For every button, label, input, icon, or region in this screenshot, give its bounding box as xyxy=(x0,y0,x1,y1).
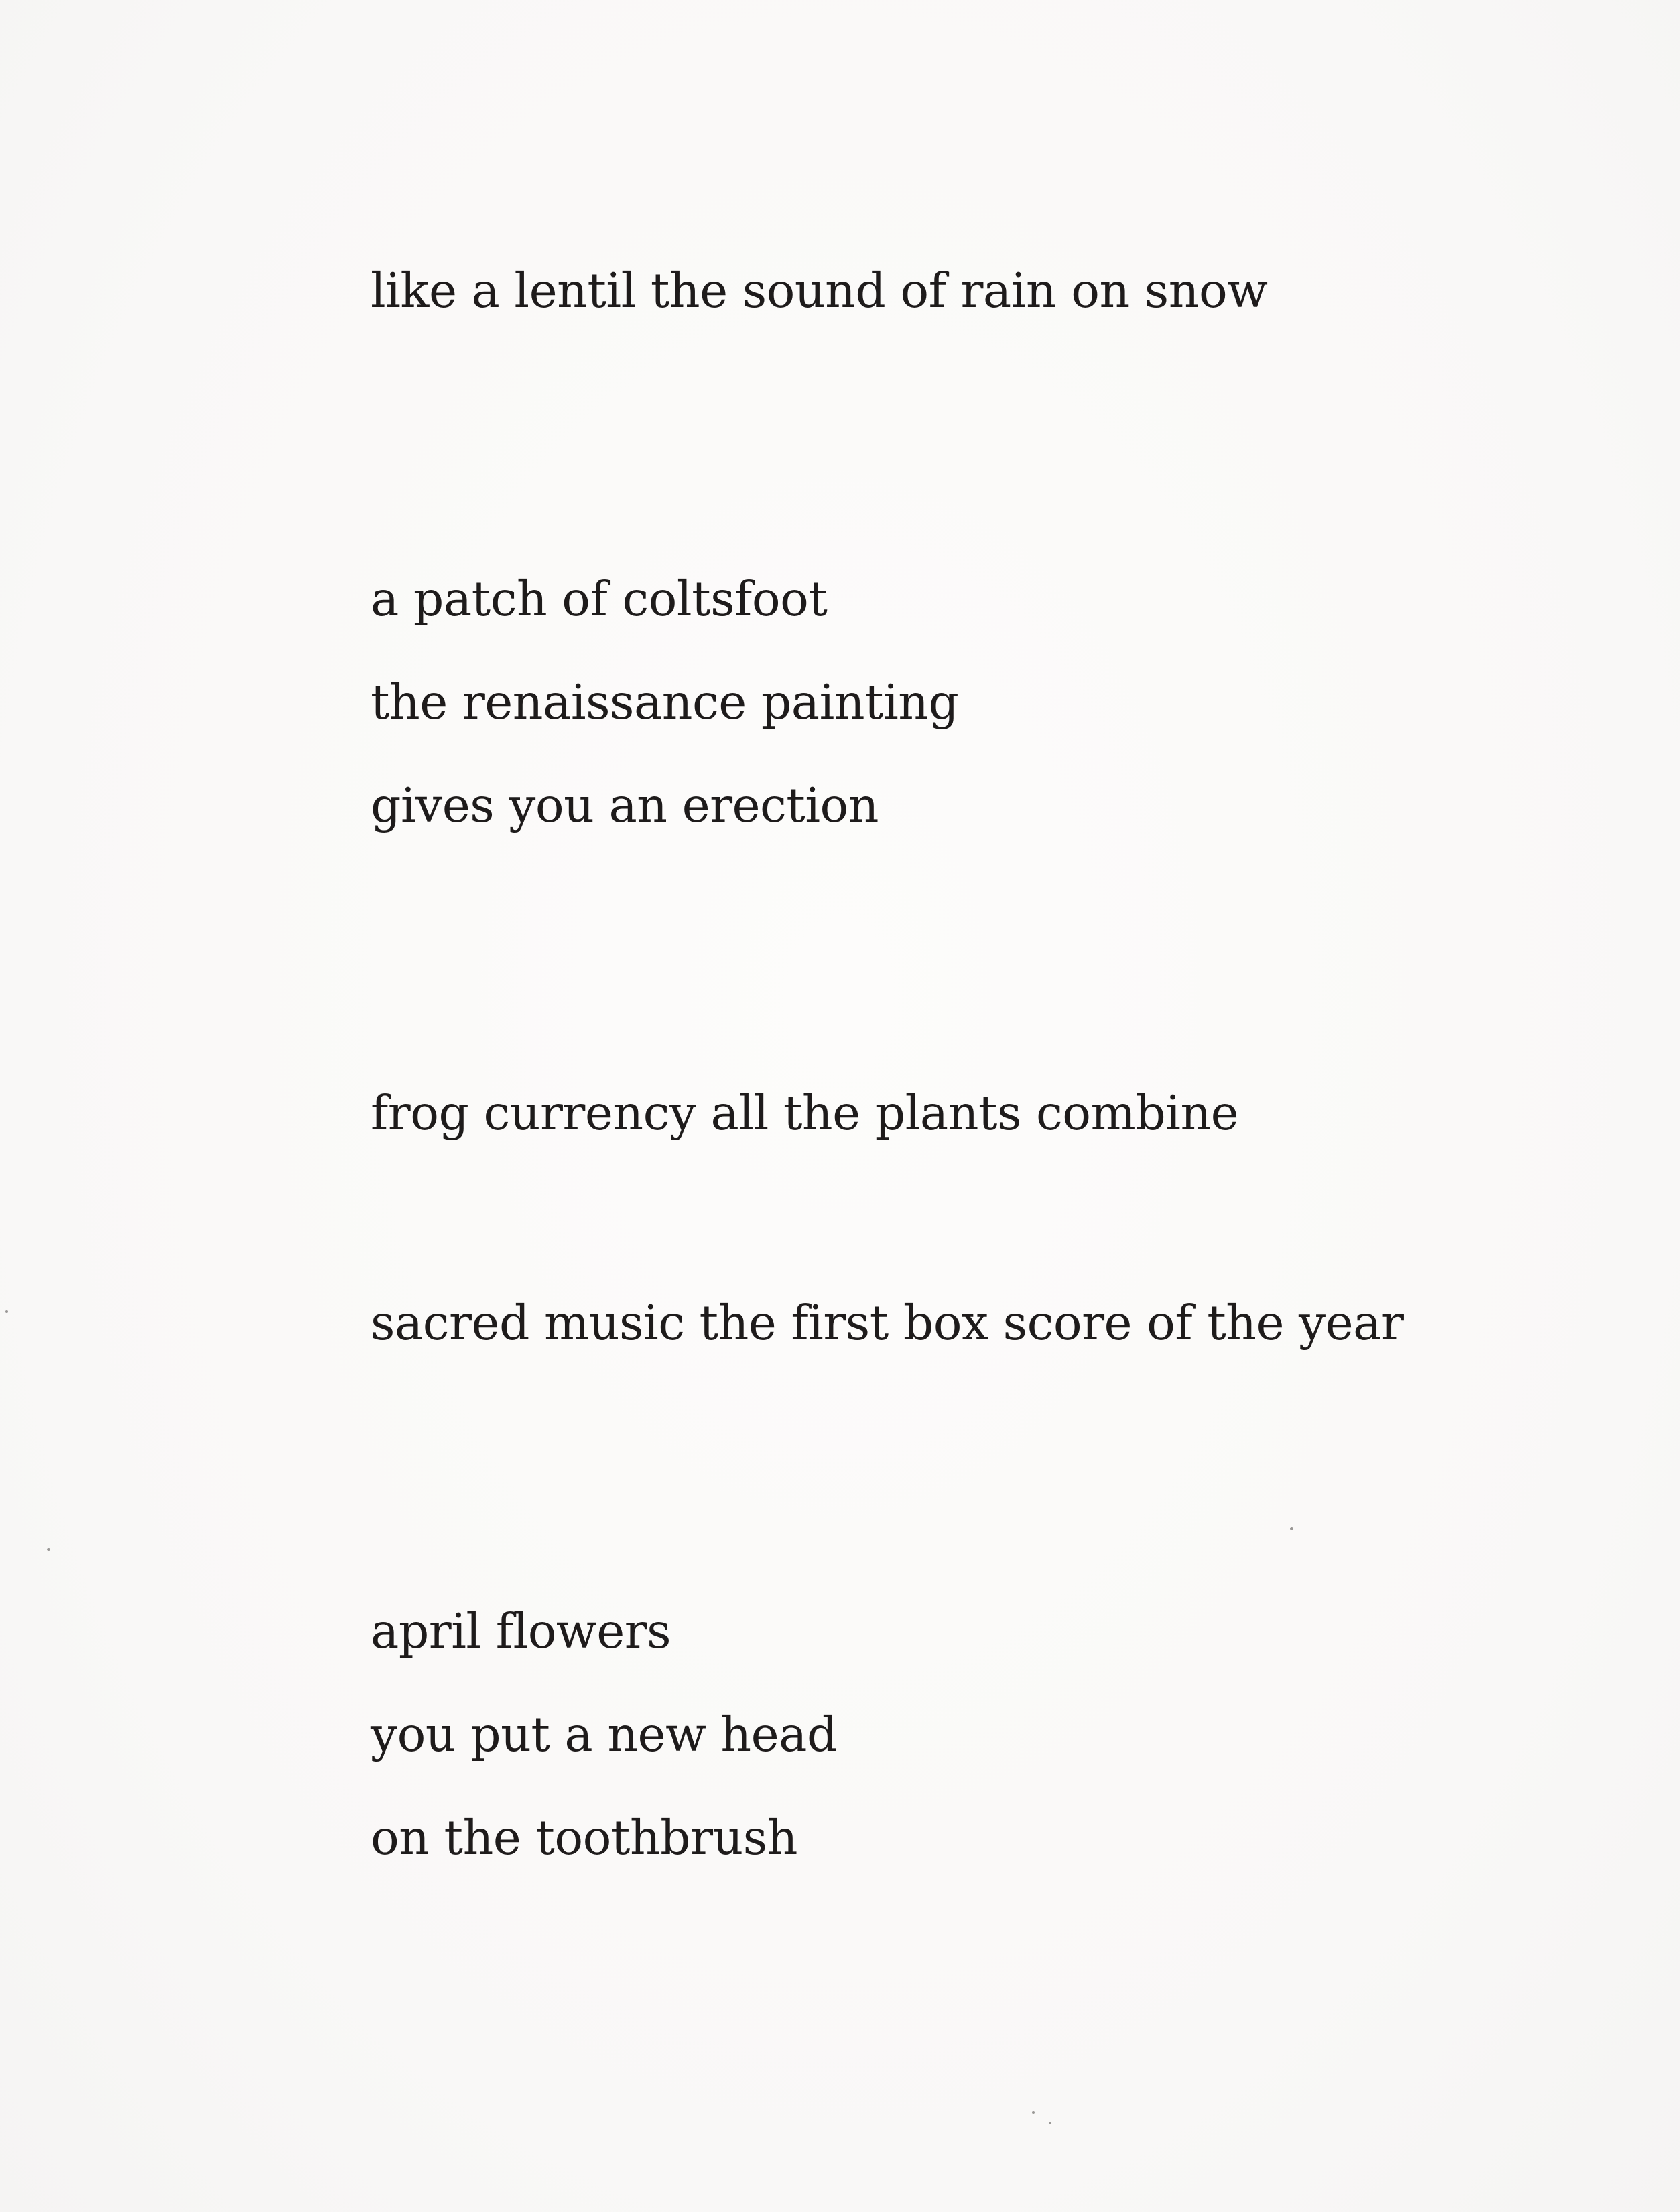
poem-line: on the toothbrush xyxy=(371,1810,797,1865)
poem-line: frog currency all the plants combine xyxy=(371,1085,1239,1141)
paper-speck xyxy=(1032,2111,1035,2114)
paper-speck xyxy=(1049,2122,1051,2124)
paper-speck xyxy=(47,1548,50,1551)
poem-line: april flowers xyxy=(371,1603,671,1659)
poem-line: sacred music the first box score of the year xyxy=(371,1295,1404,1351)
poem-line: you put a new head xyxy=(371,1707,837,1762)
poem-line: a patch of coltsfoot xyxy=(371,571,828,627)
poem-line: gives you an erection xyxy=(371,778,879,833)
poem-line: like a lentil the sound of rain on snow xyxy=(371,263,1268,318)
paper-speck xyxy=(1290,1527,1293,1530)
paper-speck xyxy=(5,1310,8,1313)
poem-line: the renaissance painting xyxy=(371,674,959,730)
